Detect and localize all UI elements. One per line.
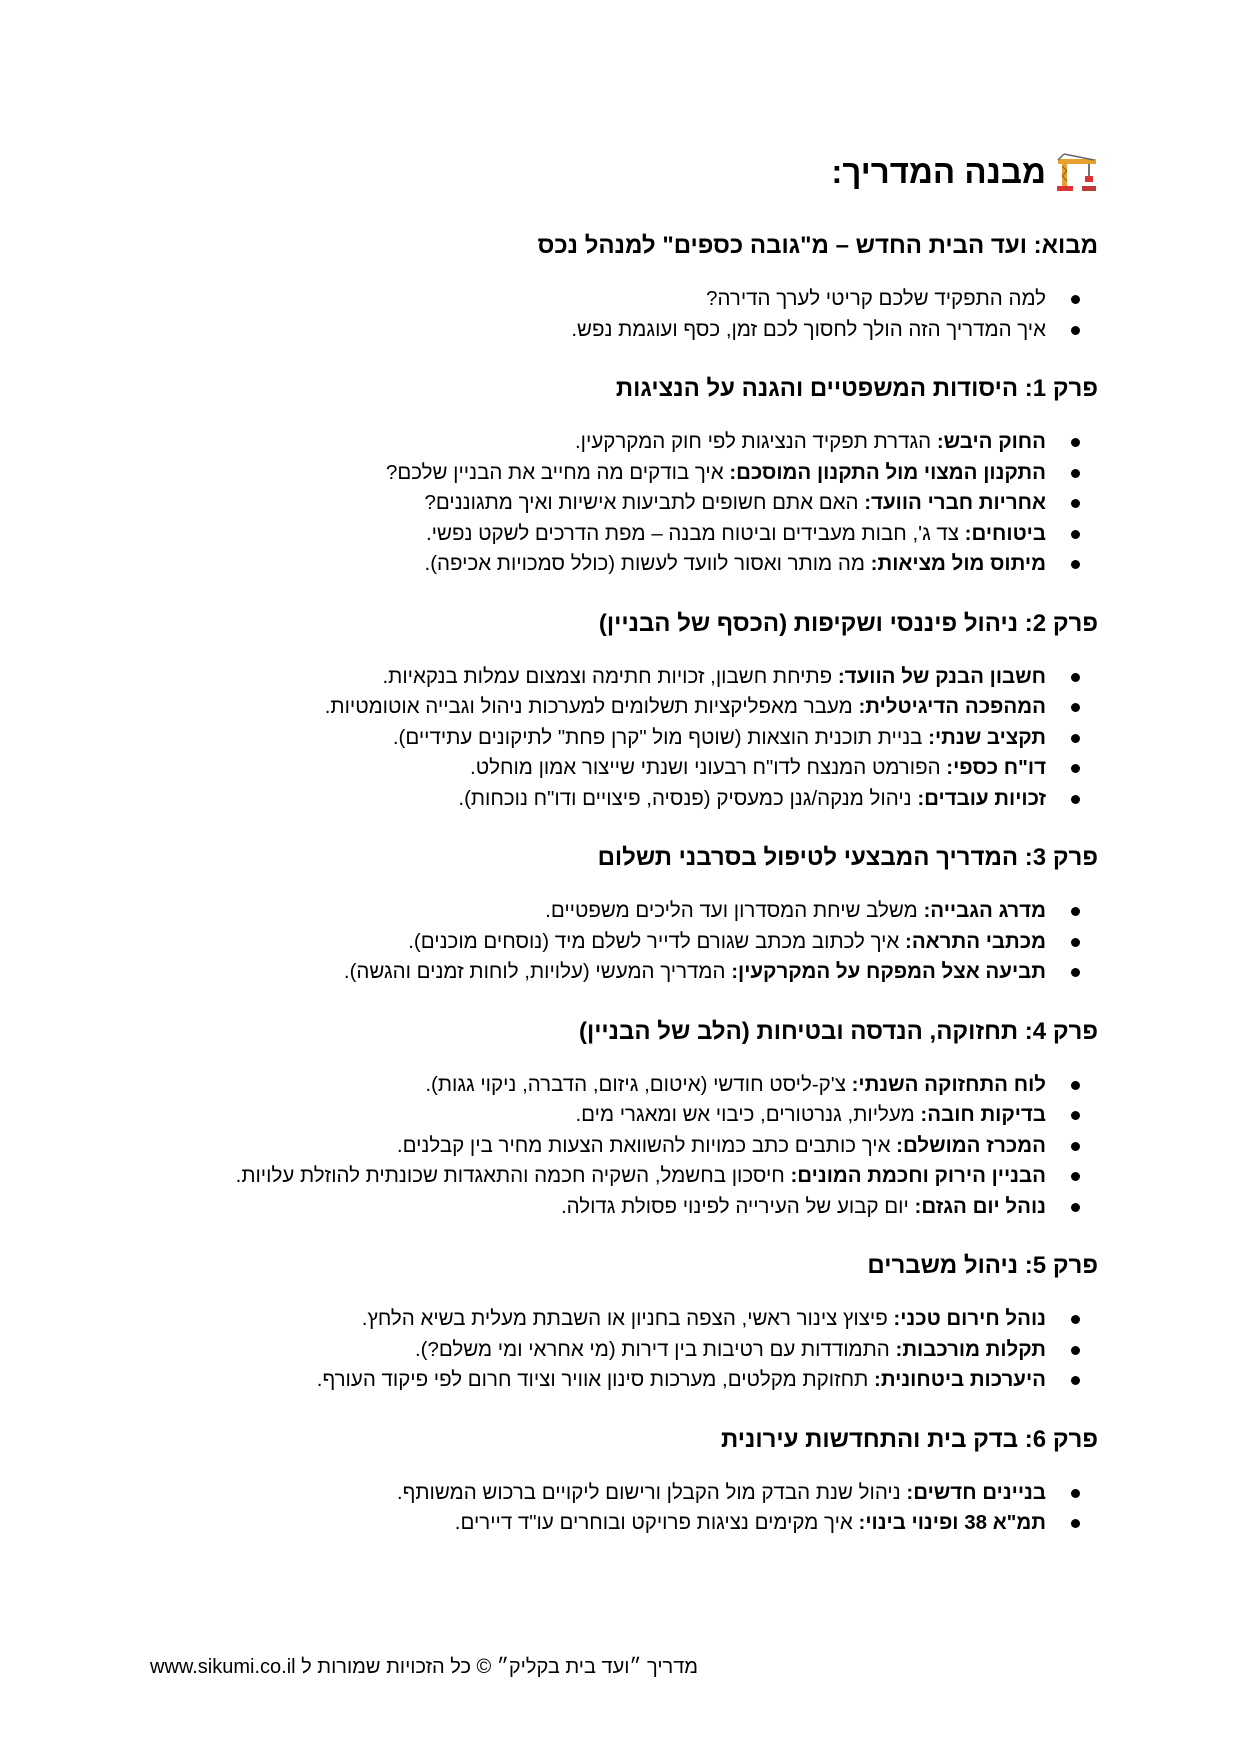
- bullet-icon: [1071, 673, 1080, 682]
- bullet-icon: [1071, 938, 1080, 947]
- bullet-list: [138, 427, 1098, 580]
- list-item: [138, 957, 1098, 988]
- page-title-text: מבנה המדריך:: [831, 153, 1046, 190]
- list-item: [138, 1100, 1098, 1131]
- list-item: [138, 662, 1098, 693]
- item-label: מיתוס מול מציאות:: [870, 552, 1046, 575]
- bullet-icon: [1071, 795, 1080, 804]
- item-text: מעליות, גנרטורים, כיבוי אש ומאגרי מים.: [575, 1103, 921, 1126]
- item-label: החוק היבש:: [936, 430, 1046, 453]
- bullet-icon: [1071, 438, 1080, 447]
- section-heading: פרק 1: היסודות המשפטיים והגנה על הנציגות: [615, 375, 1098, 402]
- item-label: בדיקות חובה:: [920, 1103, 1046, 1126]
- item-label: תביעה אצל המפקח על המקרקעין:: [731, 960, 1046, 983]
- item-label: תקלות מורכבות:: [895, 1337, 1046, 1361]
- list-item: [138, 519, 1098, 550]
- item-text: משלב שיחת המסדרון ועד הליכים משפטיים.: [545, 899, 924, 922]
- section-heading: פרק 4: תחזוקה, הנדסה ובטיחות (הלב של הבניין): [578, 1017, 1098, 1045]
- bullet-icon: [1071, 499, 1080, 508]
- item-text: ניהול מנקה/גנן כמעסיק (פנסיה, פיצויים ודו"ח נוכחות).: [458, 786, 918, 810]
- item-text: פיצוץ צינור ראשי, הצפה בחניון או השבתת מעלית בשיא הלחץ.: [361, 1307, 894, 1330]
- section-5: [138, 1250, 1098, 1396]
- list-item: [138, 1478, 1098, 1509]
- bullet-icon: [1071, 1111, 1080, 1120]
- section-2: [138, 608, 1098, 815]
- item-label: היערכות ביטחונית:: [874, 1368, 1046, 1391]
- item-label: נוהל חירום טכני:: [893, 1307, 1046, 1330]
- item-text: האם אתם חשופים לתביעות אישיות ואיך מתגוננים?: [424, 491, 865, 514]
- list-item: [138, 1508, 1098, 1539]
- bullet-icon: [1071, 907, 1080, 916]
- bullet-icon: [1071, 1519, 1080, 1528]
- item-text: בניית תוכנית הוצאות (שוטף מול "קרן פחת" לתיקונים עתידיים).: [392, 725, 929, 749]
- list-item: [138, 896, 1098, 927]
- bullet-list: [138, 896, 1098, 988]
- list-item: [138, 1192, 1098, 1223]
- item-label: דו"ח כספי:: [946, 756, 1046, 779]
- section-4: [138, 1016, 1098, 1223]
- bullet-icon: [1071, 1203, 1080, 1212]
- item-text: ניהול שנת הבדק מול הקבלן ורישום ליקויים ברכוש המשותף.: [396, 1480, 907, 1504]
- bullet-icon: [1071, 1489, 1080, 1498]
- bullet-list: [138, 1304, 1098, 1396]
- section-heading: מבוא: ועד הבית החדש – מ"גובה כספים" למנהל נכס: [537, 232, 1098, 259]
- bullet-icon: [1071, 1081, 1080, 1090]
- item-label: תמ"א 38 ופינוי בינוי:: [858, 1511, 1046, 1534]
- section-6: [138, 1424, 1098, 1539]
- item-label: הבניין הירוק וחכמת המונים:: [790, 1164, 1046, 1187]
- item-text: פתיחת חשבון, זכויות חתימה וצמצום עמלות בנקאיות.: [382, 664, 838, 688]
- bullet-icon: [1071, 734, 1080, 743]
- bullet-icon: [1071, 703, 1080, 712]
- bullet-list: [138, 284, 1098, 345]
- list-item: [138, 1335, 1098, 1366]
- item-label: חשבון הבנק של הוועד:: [837, 664, 1046, 688]
- bullet-icon: [1071, 1315, 1080, 1324]
- list-item: [138, 1304, 1098, 1335]
- item-text: יום קבוע של העירייה לפינוי פסולת גדולה.: [560, 1194, 915, 1218]
- bullet-icon: [1071, 469, 1080, 478]
- bullet-list: [138, 1478, 1098, 1539]
- list-item: [138, 723, 1098, 754]
- list-item: [138, 784, 1098, 815]
- item-label: מכתבי התראה:: [905, 929, 1046, 953]
- section-1: [138, 373, 1098, 580]
- bullet-icon: [1071, 1142, 1080, 1151]
- list-item: [138, 1131, 1098, 1162]
- item-label: אחריות חברי הוועד:: [864, 491, 1046, 514]
- list-item: [138, 549, 1098, 580]
- item-label: ביטוחים:: [964, 521, 1046, 545]
- item-text: למה התפקיד שלכם קריטי לערך הדירה?: [706, 287, 1046, 310]
- list-item: [138, 458, 1098, 489]
- item-label: בניינים חדשים:: [906, 1480, 1046, 1504]
- item-text: חיסכון בחשמל, השקיה חכמה והתאגדות שכונתית להוזלת עלויות.: [235, 1164, 791, 1187]
- item-label: המכרז המושלם:: [896, 1133, 1046, 1157]
- list-item: [138, 1365, 1098, 1396]
- item-label: לוח התחזוקה השנתי:: [851, 1072, 1046, 1096]
- item-label: תקציב שנתי:: [928, 725, 1046, 749]
- item-text: צד ג', חבות מעבידים וביטוח מבנה – מפת הדרכים לשקט נפשי.: [425, 521, 965, 545]
- list-item: [138, 692, 1098, 723]
- item-text: מה מותר ואסור לוועד לעשות (כולל סמכויות אכיפה).: [424, 552, 871, 575]
- item-label: המהפכה הדיגיטלית:: [858, 695, 1046, 718]
- section-heading: פרק 6: בדק בית והתחדשות עירונית: [721, 1425, 1098, 1453]
- footer-text: מדריך ״ועד בית בקליק״ © כל הזכויות שמורות ל www.sikumi.co.il: [150, 1656, 699, 1678]
- item-text: איך כותבים כתב כמויות להשוואת הצעות מחיר בין קבלנים.: [396, 1133, 897, 1157]
- bullet-list: [138, 662, 1098, 815]
- item-text: איך לכתוב מכתב שגורם לדייר לשלם מיד (נוסחים מוכנים).: [408, 929, 905, 953]
- item-text: הפורמט המנצח לדו"ח רבעוני ושנתי שייצור אמון מוחלט.: [470, 756, 947, 779]
- sections-container: [138, 230, 1098, 1539]
- item-text: מעבר מאפליקציות תשלומים למערכות ניהול וגבייה אוטומטיות.: [324, 695, 859, 718]
- list-item: [138, 488, 1098, 519]
- bullet-icon: [1071, 560, 1080, 569]
- construction-crane-icon: [1056, 152, 1098, 192]
- list-item: [138, 315, 1098, 346]
- bullet-icon: [1071, 530, 1080, 539]
- item-text: התמודדות עם רטיבות בין דירות (מי אחראי ומי משלם?).: [414, 1337, 896, 1361]
- list-item: [138, 284, 1098, 315]
- bullet-list: [138, 1070, 1098, 1223]
- item-text: המדריך המעשי (עלויות, לוחות זמנים והגשה).: [343, 960, 732, 983]
- item-text: תחזוקת מקלטים, מערכות סינון אוויר וציוד חרום לפי פיקוד העורף.: [316, 1368, 875, 1391]
- item-text: איך מקימים נציגות פרויקט ובוחרים עו"ד דיירים.: [454, 1511, 859, 1534]
- item-text: איך בודקים מה מחייב את הבניין שלכם?: [385, 460, 730, 484]
- item-text: הגדרת תפקיד הנציגות לפי חוק המקרקעין.: [574, 430, 937, 453]
- section-heading: פרק 5: ניהול משברים: [867, 1252, 1098, 1279]
- list-item: [138, 1070, 1098, 1101]
- item-text: צ'ק-ליסט חודשי (איטום, גיזום, הדברה, ניקוי גגות).: [425, 1072, 852, 1096]
- guide-content: [138, 150, 1098, 1567]
- section-heading: פרק 3: המדריך המבצעי לטיפול בסרבני תשלום: [597, 844, 1098, 871]
- item-label: זכויות עובדים:: [917, 786, 1046, 810]
- bullet-icon: [1071, 968, 1080, 977]
- list-item: [138, 753, 1098, 784]
- list-item: [138, 427, 1098, 458]
- section-0: [138, 230, 1098, 345]
- item-label: התקנון המצוי מול התקנון המוסכם:: [729, 460, 1046, 484]
- bullet-icon: [1071, 295, 1080, 304]
- page-title: [138, 150, 1098, 194]
- bullet-icon: [1071, 1172, 1080, 1181]
- item-text: איך המדריך הזה הולך לחסוך לכם זמן, כסף ועוגמת נפש.: [571, 317, 1046, 341]
- section-3: [138, 842, 1098, 988]
- list-item: [138, 1161, 1098, 1192]
- bullet-icon: [1071, 1376, 1080, 1385]
- bullet-icon: [1071, 764, 1080, 773]
- item-label: מדרג הגבייה:: [923, 899, 1046, 922]
- item-label: נוהל יום הגזם:: [914, 1194, 1046, 1218]
- list-item: [138, 927, 1098, 958]
- bullet-icon: [1071, 326, 1080, 335]
- section-heading: פרק 2: ניהול פיננסי ושקיפות (הכסף של הבניין): [598, 609, 1098, 637]
- bullet-icon: [1071, 1346, 1080, 1355]
- page-footer: [150, 1653, 750, 1681]
